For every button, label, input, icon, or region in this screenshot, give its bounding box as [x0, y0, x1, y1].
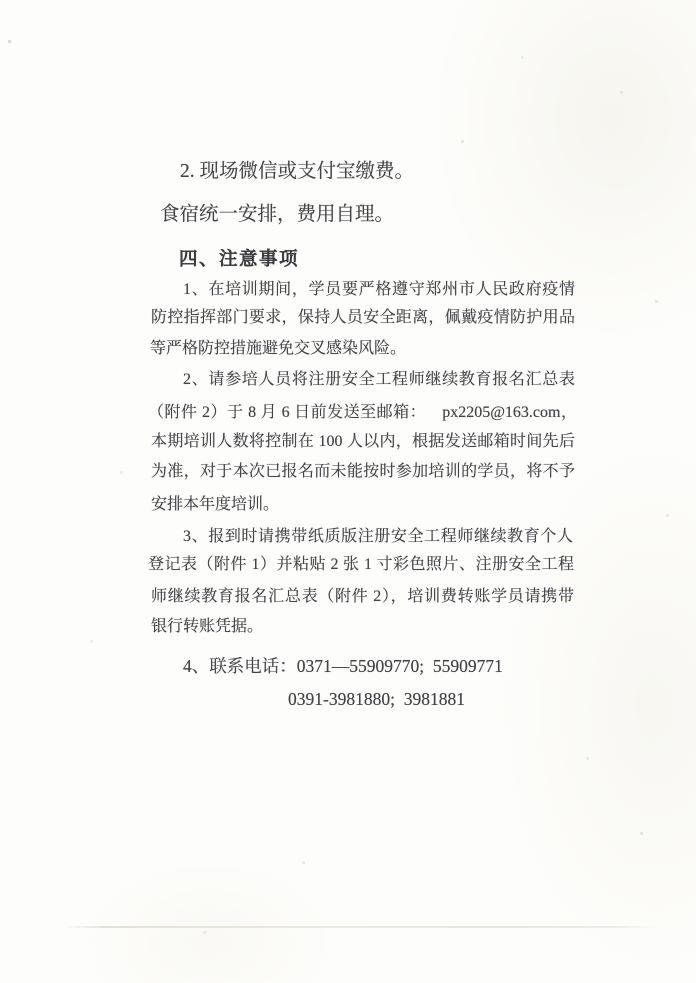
para1-line1: 1、在培训期间，学员要严格遵守郑州市人民政府疫情 — [183, 281, 575, 298]
para2-line3: 本期培训人数将控制在 100 人以内，根据发送邮箱时间先后 — [151, 433, 575, 450]
heading-notes-section: 四、注意事项 — [179, 248, 300, 269]
line-lodging-arrangement: 食宿统一安排，费用自理。 — [160, 204, 395, 225]
para3-line4: 银行转账凭据。 — [151, 618, 264, 635]
scan-noise-speckles — [0, 0, 1, 1]
line-contact-phones-1: 4、联系电话：0371—55909770; 55909771 — [183, 656, 503, 676]
para3-line1: 3、报到时请携带纸质版注册安全工程师继续教育个人 — [183, 528, 573, 545]
para3-line2: 登记表（附件 1）并粘贴 2 张 1 寸彩色照片、注册安全工程 — [148, 556, 574, 573]
para2-line4: 为准，对于本次已报名而未能按时参加培训的学员，将不予 — [151, 463, 575, 480]
para2-line1: 2、请参培人员将注册安全工程师继续教育报名汇总表 — [183, 371, 575, 388]
para2-line5: 安排本年度培训。 — [151, 496, 280, 513]
para1-line3: 等严格防控措施避免交叉感染风险。 — [150, 340, 407, 357]
para1-line2: 防控指挥部门要求，保持人员安全距离，佩戴疫情防护用品 — [151, 309, 575, 326]
line-contact-phones-2: 0391-3981880; 3981881 — [288, 689, 465, 709]
para3-line3: 师继续教育报名汇总表（附件 2），培训费转账学员请携带 — [151, 588, 574, 605]
para2-line2-email: （附件 2）于 8 月 6 日前发送至邮箱： px2205@163.com， — [148, 404, 577, 421]
line-onsite-payment: 2. 现场微信或支付宝缴费。 — [180, 161, 415, 182]
scan-fold-line — [62, 926, 658, 928]
